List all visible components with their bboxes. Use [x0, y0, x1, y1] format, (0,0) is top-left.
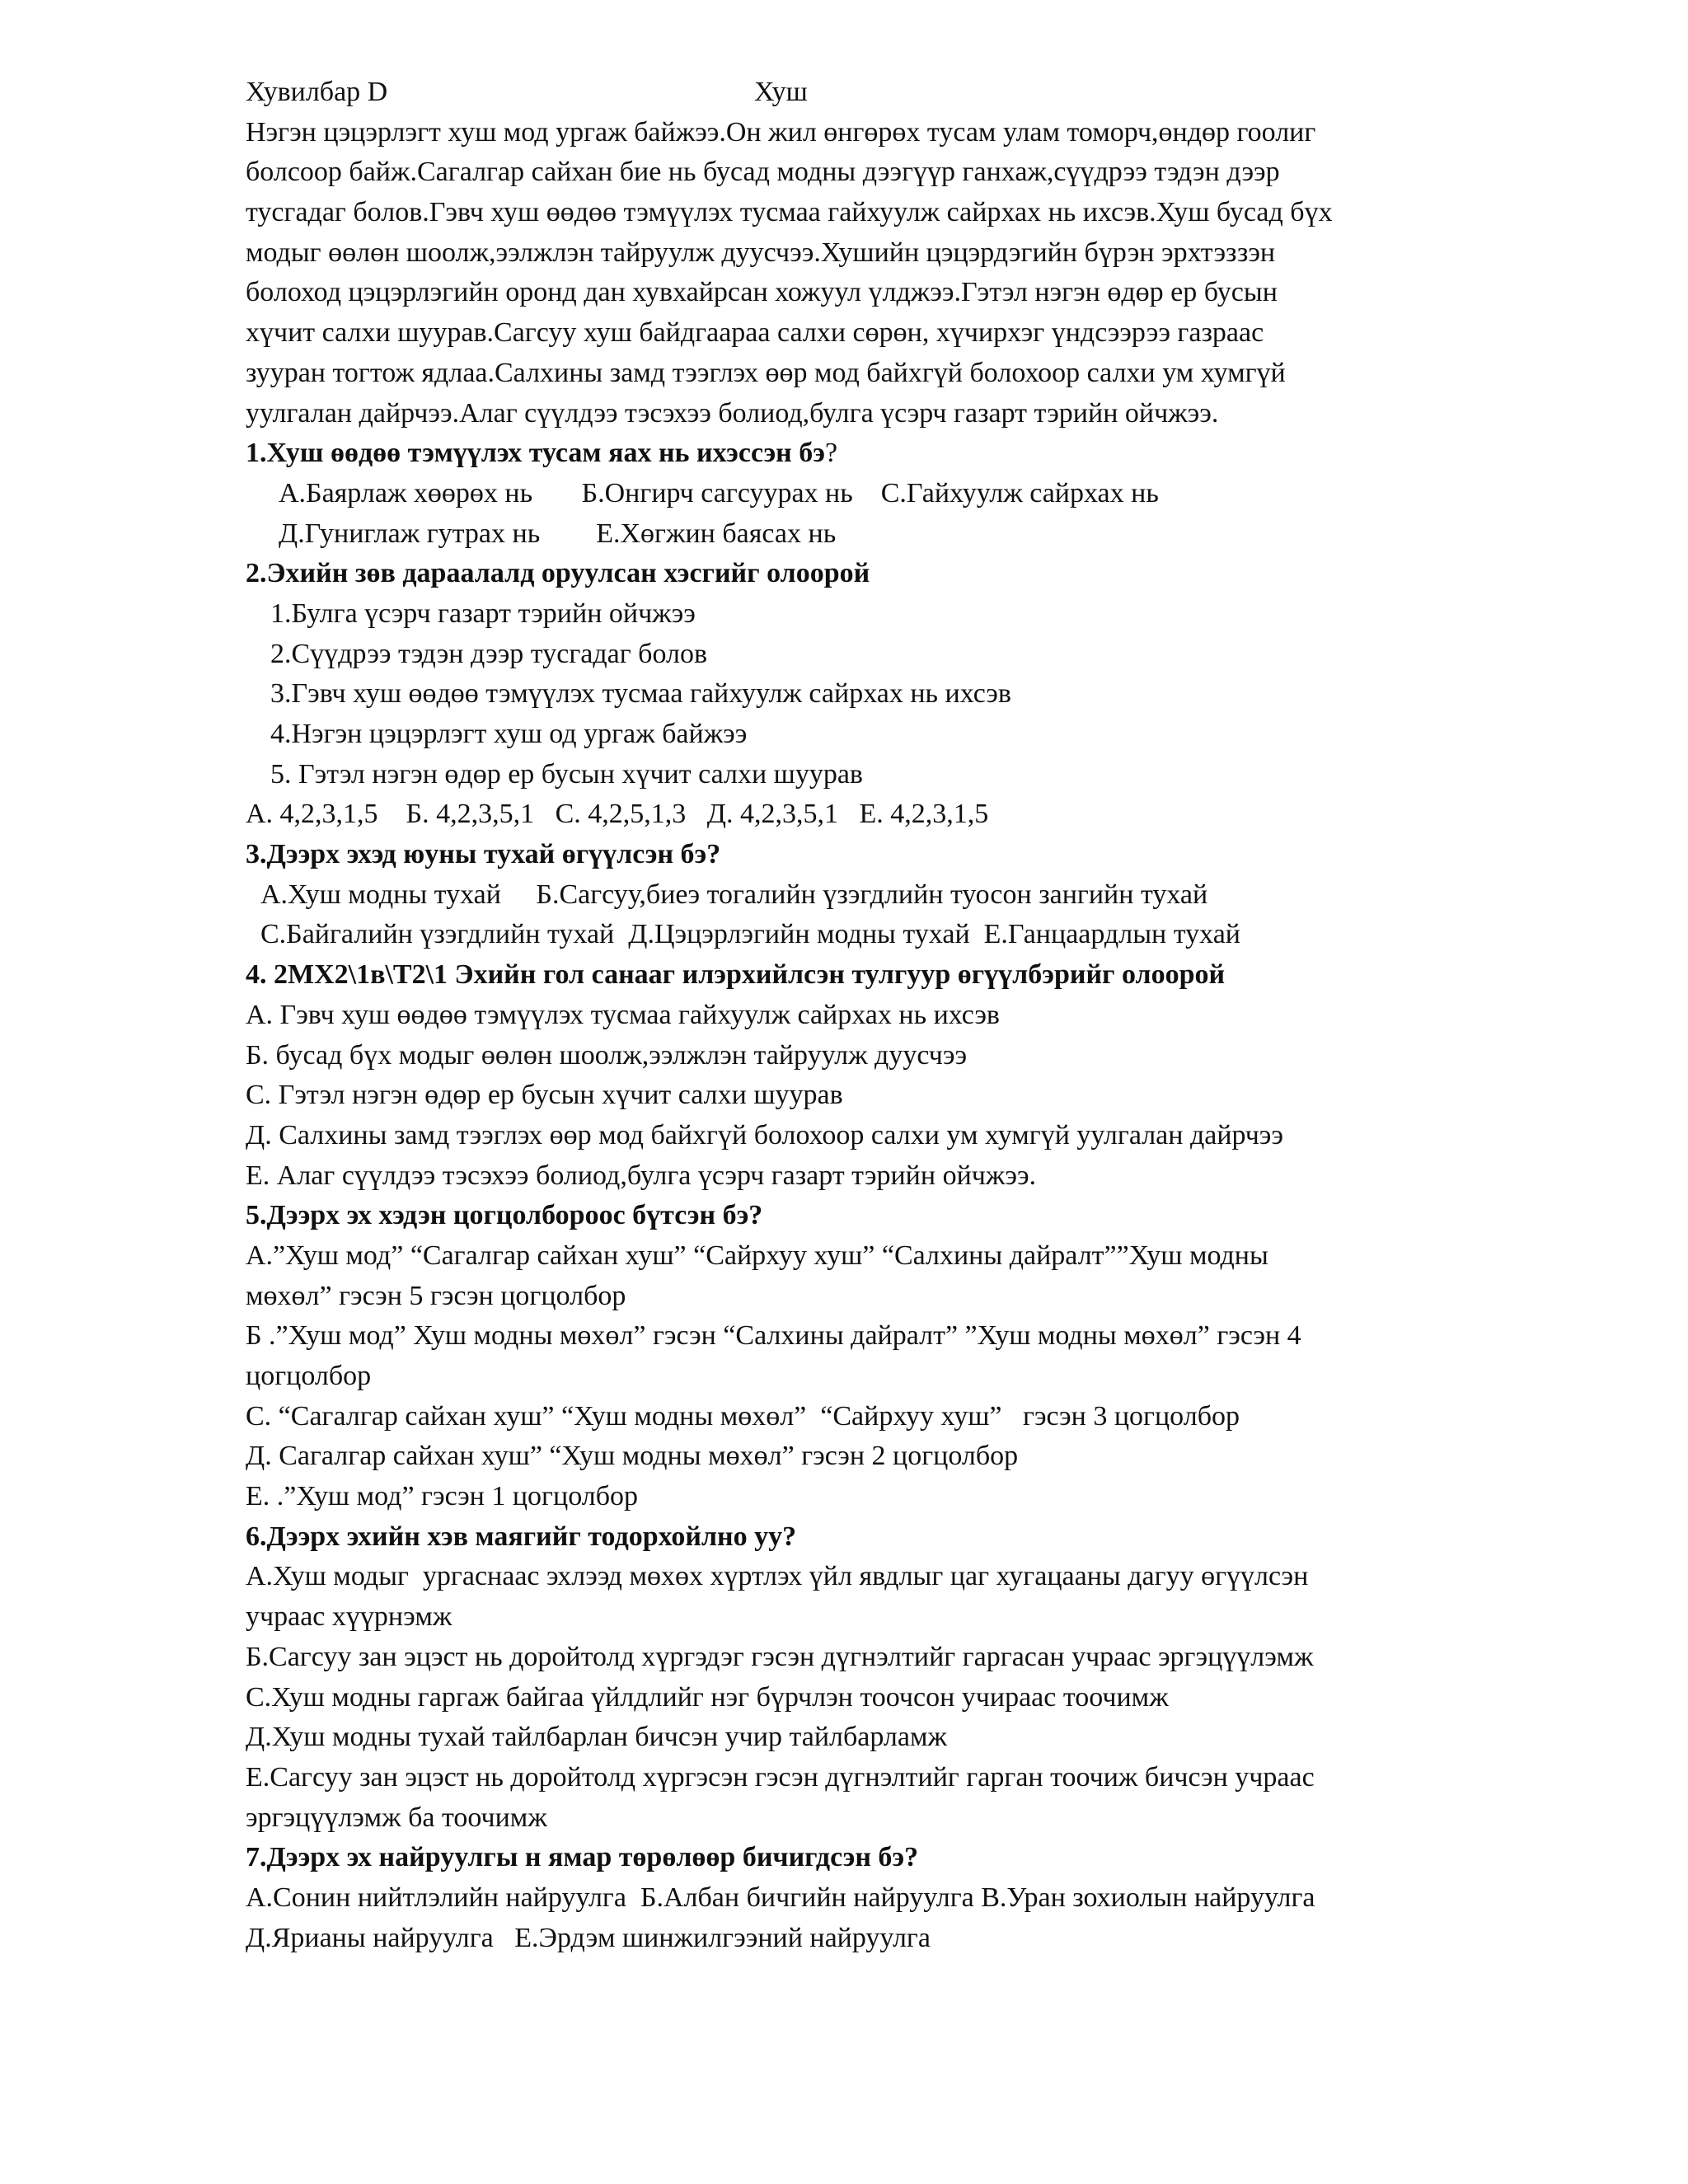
- variant-label: Хувилбар D: [246, 77, 388, 107]
- question-2-item: 2.Сүүдрээ тэдэн дээр тусгадаг болов: [270, 638, 708, 669]
- question-3-options-line: С.Байгалийн үзэгдлийн тухай Д.Цэцэрлэгийн модны тухай Е.Ганцаардлын тухай: [260, 919, 1240, 950]
- question-1-options-line: Д.Гуниглаж гутрах нь Е.Хөгжин баясах нь: [279, 518, 837, 549]
- passage-line: модыг өөлөн шоолж,ээлжлэн тайруулж дуусчээ.Хушийн цэцэрдэгийн бүрэн эрхтэззэн: [246, 237, 1276, 268]
- passage-line: тусгадаг болов.Гэвч хуш өөдөө тэмүүлэх тусмаа гайхуулж сайрхах нь ихсэв.Хуш бусад бүх: [246, 197, 1333, 228]
- question-2-item: 1.Булга үсэрч газарт тэрийн ойчжээ: [270, 598, 696, 629]
- question-5-option: Д. Сагалгар сайхан хуш” “Хуш модны мөхөл” гэсэн 2 цогцолбор: [246, 1441, 1019, 1472]
- passage-line: хүчит салхи шуурав.Сагсуу хуш байдгаараа салхи сөрөн, хүчирхэг үндсээрээ газраас: [246, 317, 1264, 349]
- question-6-option: Е.Сагсуу зан эцэст нь доройтолд хүргэсэн гэсэн дүгнэлтийг гарган тоочиж бичсэн учраас: [246, 1761, 1315, 1793]
- question-6-text: 6.Дээрх эхийн хэв маягийг тодорхойлно уу?: [246, 1521, 797, 1552]
- question-5-option: Е. .”Хуш мод” гэсэн 1 цогцолбор: [246, 1481, 639, 1512]
- question-7-options-line: А.Сонин нийтлэлийн найруулга Б.Албан бичгийн найруулга В.Уран зохиолын найруулга: [246, 1882, 1315, 1913]
- question-3-text: 3.Дээрх эхэд юуны тухай өгүүлсэн бэ?: [246, 839, 721, 870]
- question-5-option: Б .”Хуш мод” Хуш модны мөхөл” гэсэн “Салхины дайралт” ”Хуш модны мөхөл” гэсэн 4: [246, 1320, 1301, 1352]
- question-6-option: Д.Хуш модны тухай тайлбарлан бичсэн учир тайлбарламж: [246, 1722, 947, 1753]
- question-1-mark: ?: [824, 438, 838, 469]
- question-4-option: Д. Салхины замд тээглэх өөр мод байхгүй болохоор салхи ум хумгүй уулгалан дайрчээ: [246, 1119, 1283, 1151]
- passage: [246, 113, 1449, 434]
- passage-line: уулгалан дайрчээ.Алаг сүүлдээ тэсэхээ болиод,булга үсэрч газарт тэрийн ойчжээ.: [246, 397, 1219, 429]
- question-5-option: А.”Хуш мод” “Сагалгар сайхан хуш” “Сайрхуу хуш” “Салхины дайралт””Хуш модны: [246, 1240, 1268, 1271]
- question-5-option: С. “Сагалгар сайхан хуш” “Хуш модны мөхөл” “Сайрхуу хуш” гэсэн 3 цогцолбор: [246, 1400, 1240, 1432]
- question-4-text: 4. 2МХ2\1в\Т2\1 Эхийн гол санааг илэрхийлсэн тулгуур өгүүлбэрийг олоорой: [246, 959, 1226, 991]
- question-2-item: 5. Гэтэл нэгэн өдөр ер бусын хүчит салхи шуурав: [270, 758, 863, 790]
- question-2-text: 2.Эхийн зөв дараалалд оруулсан хэсгийг олоорой: [246, 558, 870, 589]
- question-1-options-line: А.Баярлаж хөөрөх нь Б.Онгирч сагсуурах нь С.Гайхуулж сайрхах нь: [279, 477, 1159, 509]
- passage-line: болсоор байж.Сагалгар сайхан бие нь бусад модны дээгүүр ганхаж,сүүдрээ тэдэн дээр: [246, 157, 1280, 188]
- question-6: [246, 1517, 1449, 1839]
- question-3: [246, 835, 1449, 955]
- question-5: [246, 1196, 1449, 1517]
- question-4-option: Е. Алаг сүүлдээ тэсэхээ болиод,булга үсэрч газарт тэрийн ойчжээ.: [246, 1160, 1037, 1191]
- question-4-option: Б. бусад бүх модыг өөлөн шоолж,ээлжлэн тайруулж дуусчээ: [246, 1039, 968, 1071]
- document-page: [246, 73, 1449, 1958]
- question-4: [246, 955, 1449, 1196]
- question-5-text: 5.Дээрх эх хэдэн цогцолбороос бүтсэн бэ?: [246, 1200, 763, 1231]
- question-6-option: учраас хүүрнэмж: [246, 1601, 452, 1633]
- passage-line: зууран тогтож ядлаа.Салхины замд тээглэх өөр мод байхгүй болохоор салхи ум хумгүй: [246, 357, 1286, 388]
- question-6-option: эргэцүүлэмж ба тоочимж: [246, 1802, 547, 1833]
- question-2-item: 4.Нэгэн цэцэрлэгт хуш од ургаж байжээ: [270, 719, 748, 749]
- question-1-prompt: 1.Хуш өөдөө тэмүүлэх тусам яах нь ихэссэн бэ: [246, 438, 825, 469]
- question-3-options-line: А.Хуш модны тухай Б.Сагсуу,биеэ тогалийн үзэгдлийн туосон зангийн тухай: [260, 879, 1208, 910]
- document-header: [246, 73, 1449, 113]
- question-5-option: цогцолбор: [246, 1361, 372, 1391]
- question-1-text: [246, 434, 1449, 474]
- question-5-option: мөхөл” гэсэн 5 гэсэн цогцолбор: [246, 1280, 626, 1311]
- question-6-option: Б.Сагсуу зан эцэст нь доройтолд хүргэдэг гэсэн дүгнэлтийг гаргасан учраас эргэцүүлэмж: [246, 1641, 1314, 1672]
- question-2-item: 3.Гэвч хуш өөдөө тэмүүлэх тусмаа гайхуулж сайрхах нь ихсэв: [270, 678, 1011, 710]
- question-2: [246, 554, 1449, 835]
- question-2-options: А. 4,2,3,1,5 Б. 4,2,3,5,1 С. 4,2,5,1,3 Д. 4,2,3,5,1 Е. 4,2,3,1,5: [246, 799, 989, 830]
- question-7-options-line: Д.Ярианы найруулга Е.Эрдэм шинжилгээний найруулга: [246, 1922, 931, 1953]
- question-6-option: А.Хуш модыг ургаснаас эхлээд мөхөх хүртлэх үйл явдлыг цаг хугацааны дагуу өгүүлсэн: [246, 1561, 1309, 1592]
- question-7-text: 7.Дээрх эх найруулгы н ямар төрөлөөр бичигдсэн бэ?: [246, 1842, 919, 1873]
- question-1: [246, 434, 1449, 554]
- passage-line: болоход цэцэрлэгийн оронд дан хувхайрсан хожуул үлджээ.Гэтэл нэгэн өдөр ер бусын: [246, 277, 1278, 308]
- question-6-option: С.Хуш модны гаргаж байгаа үйлдлийг нэг бүрчлэн тоочсон учираас тоочимж: [246, 1681, 1169, 1713]
- document-title: Хуш: [754, 77, 808, 107]
- question-4-option: А. Гэвч хуш өөдөө тэмүүлэх тусмаа гайхуулж сайрхах нь ихсэв: [246, 999, 1000, 1030]
- question-7: [246, 1838, 1449, 1958]
- question-4-option: С. Гэтэл нэгэн өдөр ер бусын хүчит салхи шуурав: [246, 1080, 843, 1111]
- passage-line: Нэгэн цэцэрлэгт хуш мод ургаж байжээ.Он жил өнгөрөх тусам улам томорч,өндөр гоолиг: [246, 116, 1316, 148]
